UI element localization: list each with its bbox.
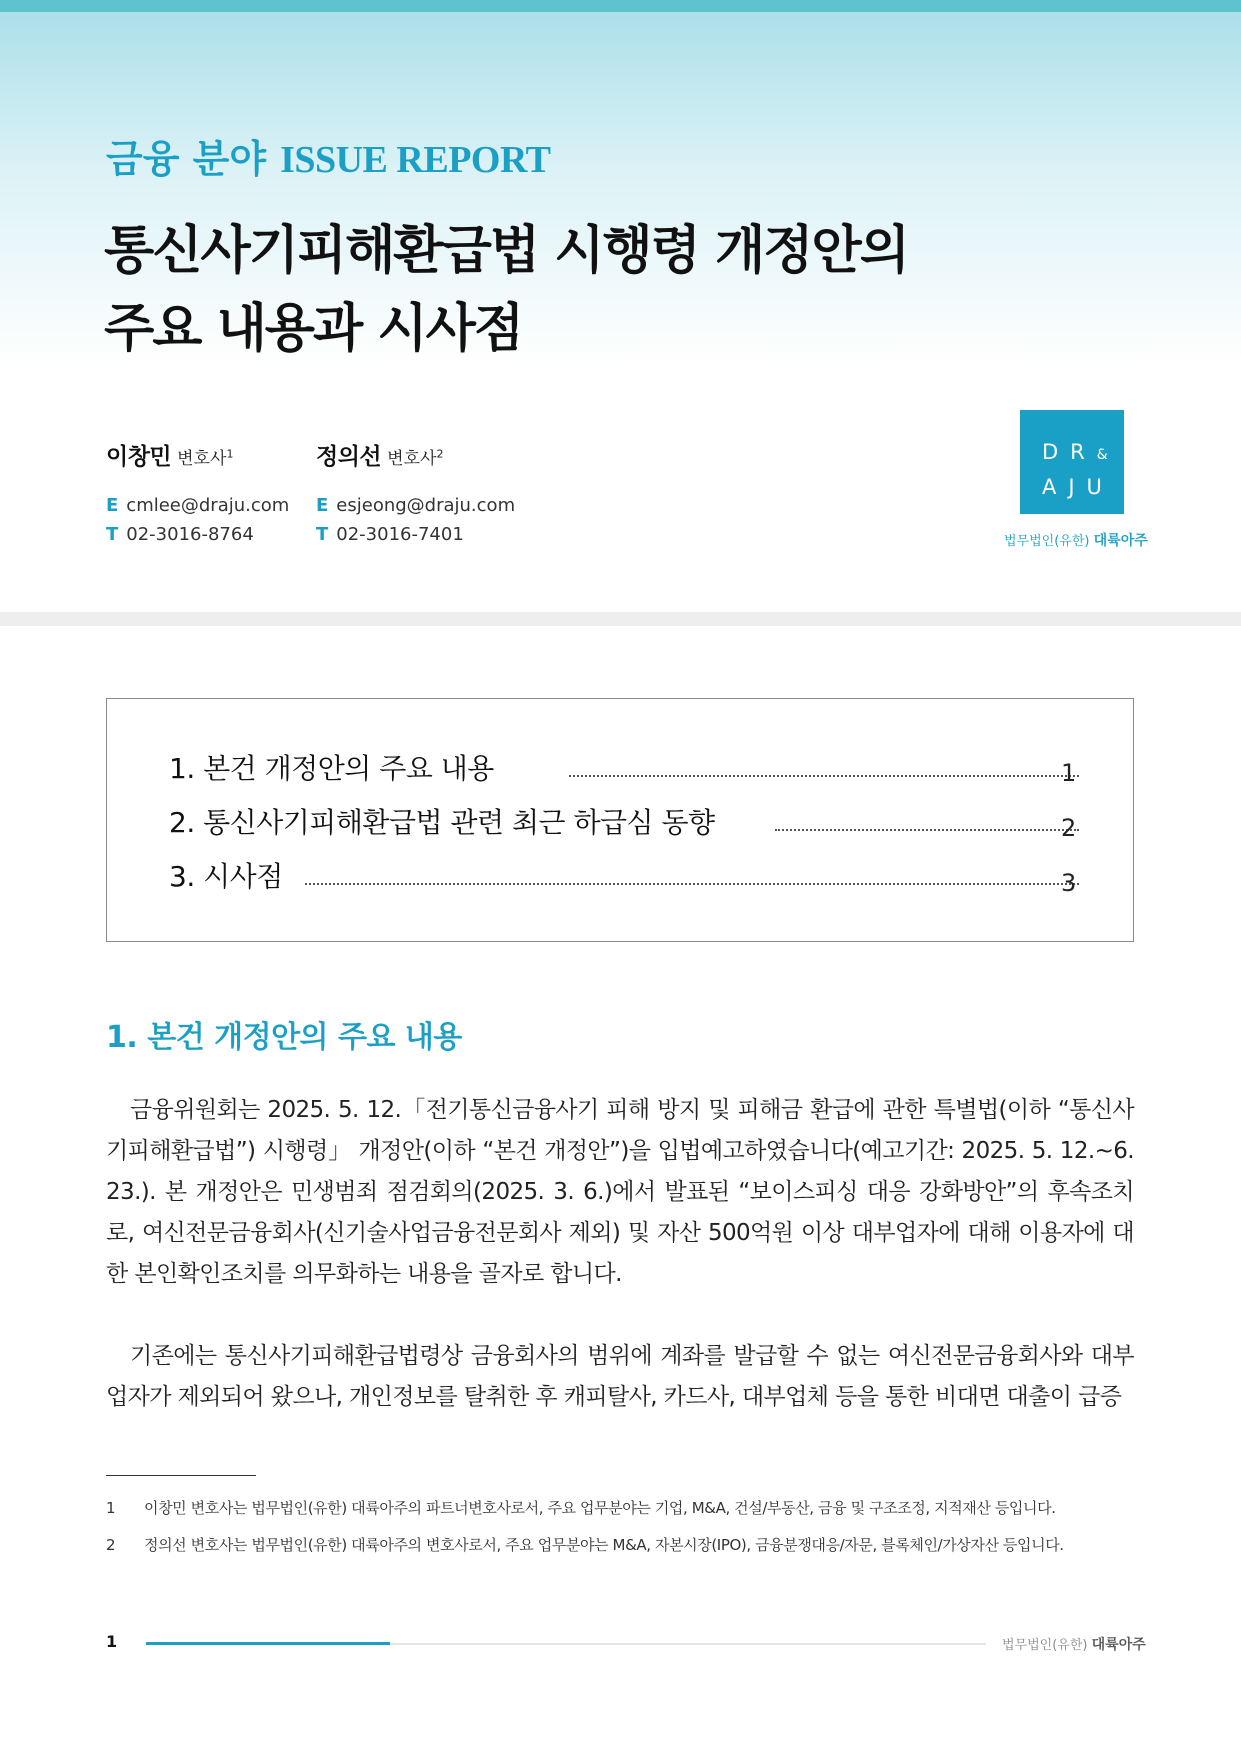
table-of-contents (106, 698, 1134, 942)
email-label: E (106, 495, 119, 516)
toc-page-number: 1 (1061, 759, 1077, 787)
body-paragraph: 기존에는 통신사기피해환급법령상 금융회사의 범위에 계좌를 발급할 수 없는 여신전문금융회사와 대부업자가 제외되어 왔으나, 개인정보를 탈취한 후 캐피탈사, 카드사, 대부업체 등을 통한 비대면 대출이 급증 (106, 1343, 1134, 1410)
toc-page-number: 2 (1061, 814, 1077, 842)
toc-item[interactable] (169, 747, 1079, 787)
footnote-divider (106, 1475, 256, 1476)
title-line-1: 통신사기피해환급법 시행령 개정안의 (104, 221, 908, 281)
toc-leader-dots (775, 829, 1079, 831)
footnote-ref: 2 (436, 447, 444, 461)
toc-leader-dots (305, 883, 1079, 885)
logo-ampersand: & (1096, 447, 1108, 463)
author-role: 변호사$^1$ (177, 447, 234, 469)
series-korean: 금융 분야 (106, 137, 267, 181)
footnote-number: 1 (106, 1499, 116, 1517)
author-block-2 (316, 438, 515, 549)
toc-leader-dots (569, 775, 1079, 777)
author-name: 정의선 (316, 444, 382, 470)
report-title (104, 212, 1004, 368)
footer-progress-fill (146, 1642, 390, 1645)
series-english: ISSUE REPORT (280, 139, 551, 181)
toc-page-number: 3 (1061, 869, 1077, 897)
author-role: 변호사$^2$ (387, 447, 444, 469)
firm-name-label: 법무법인(유한) 대륙아주 (1004, 533, 1148, 549)
toc-item[interactable] (169, 855, 1079, 895)
section-heading: 1. 본건 개정안의 주요 내용 (106, 1020, 462, 1055)
series-label (106, 128, 550, 183)
body-paragraph: 금융위원회는 2025. 5. 12.「전기통신금융사기 피해 방지 및 피해금 환급에 관한 특별법(이하 “통신사기피해환급법”) 시행령」 개정안(이하 “본건 개정안”)을 입법예고하였습니다(예고기간: 2025. 5. 12.~6. 23.). 본 개정안은 민생범죄 점검회의(2025. 3. 6.)에서 발표된 “보이스피싱 대응 강화방안”의 후속조치로, 여신전문금융회사(신기술사업금융전문회사 제외) 및 자산 500억원 이상 대부업자에 대해 이용자에 대한 본인확인조치를 의무화하는 내용을 골자로 합니다. (106, 1097, 1134, 1287)
footnote (106, 1497, 1056, 1518)
email-label: E (316, 495, 329, 516)
footer-firm-name: 법무법인(유한) 대륙아주 (1002, 1637, 1146, 1653)
author-name: 이창민 (106, 444, 172, 470)
top-accent-bar (0, 0, 1241, 12)
logo-text-dr: DR (1042, 440, 1097, 464)
footnote-ref: 1 (226, 447, 234, 461)
toc-item[interactable] (169, 801, 1079, 841)
author-email[interactable]: esjeong@draju.com (336, 495, 516, 516)
footnote-number: 2 (106, 1536, 116, 1554)
toc-item-label[interactable]: 1. 본건 개정안의 주요 내용 (169, 752, 494, 785)
footnote-text: 이창민 변호사는 법무법인(유한) 대륙아주의 파트너변호사로서, 주요 업무분야는 기업, M&A, 건설/부동산, 금융 및 구조조정, 지적재산 등입니다. (144, 1499, 1056, 1517)
header-divider-band (0, 612, 1241, 626)
logo-text-aju: AJU (1042, 475, 1114, 499)
footnote-text: 정의선 변호사는 법무법인(유한) 대륙아주의 변호사로서, 주요 업무분야는 M&A, 자본시장(IPO), 금융분쟁대응/자문, 블록체인/가상자산 등입니다. (144, 1536, 1064, 1554)
footnote (106, 1534, 1064, 1555)
toc-item-label[interactable]: 2. 통신사기피해환급법 관련 최근 하급심 동향 (169, 806, 715, 839)
phone-label: T (316, 524, 329, 545)
author-phone: 02-3016-7401 (336, 524, 464, 545)
firm-logo (1020, 410, 1124, 514)
phone-label: T (106, 524, 119, 545)
author-email[interactable]: cmlee@draju.com (126, 495, 290, 516)
author-phone: 02-3016-8764 (126, 524, 254, 545)
author-block-1 (106, 438, 289, 549)
title-line-2: 주요 내용과 시사점 (104, 299, 523, 359)
toc-item-label[interactable]: 3. 시사점 (169, 860, 283, 893)
page-number: 1 (106, 1632, 118, 1651)
